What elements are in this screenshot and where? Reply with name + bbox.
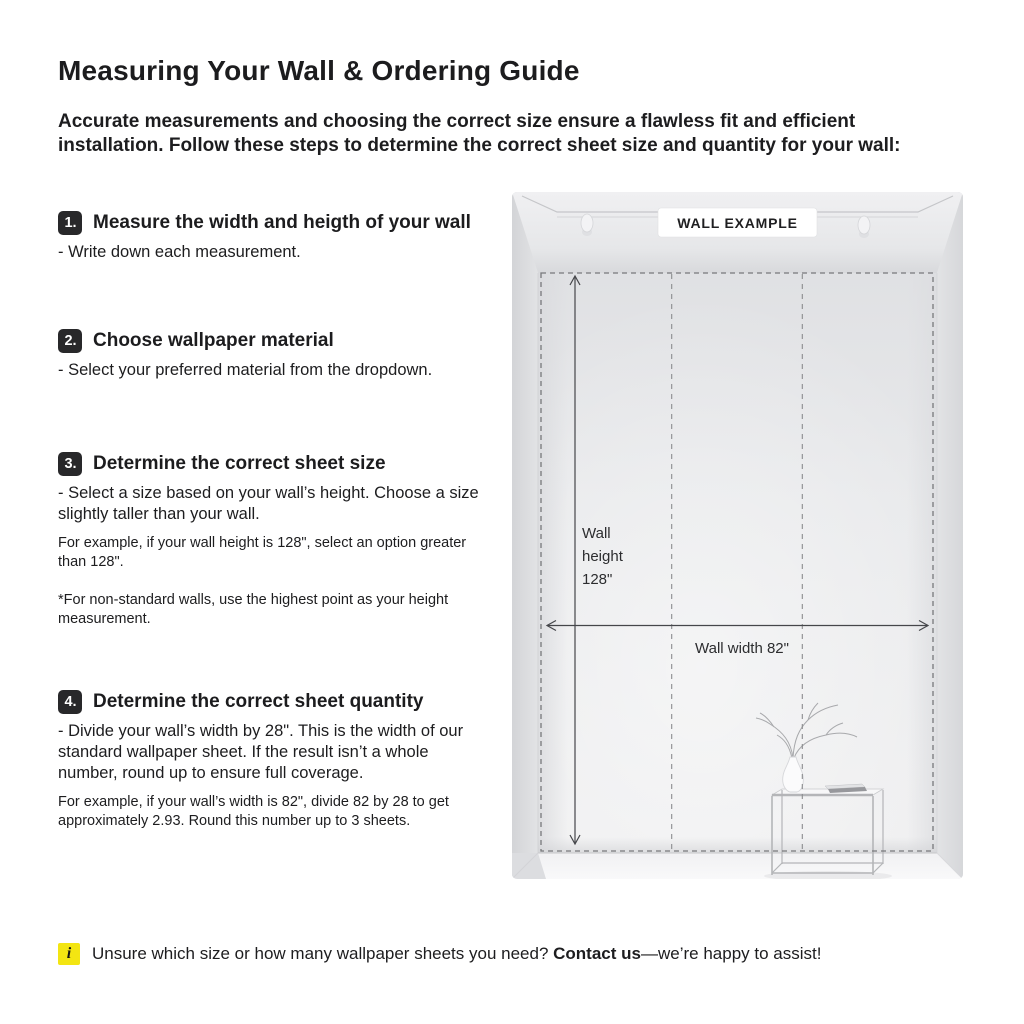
steps-column (58, 192, 512, 879)
assist-footer (58, 943, 966, 965)
floor (512, 853, 963, 879)
wall-highlight (512, 273, 963, 853)
step-4-instruction: - Divide your wall’s width by 28". This is the width of our standard wallpaper sheet. If the result isn’t a whole number, round up to ensure full coverage. (58, 722, 464, 782)
step-3-instruction: - Select a size based on your wall’s height. Choose a size slightly taller than your wall. (58, 484, 479, 523)
left-corner-shade (538, 273, 568, 853)
step-3 (58, 452, 482, 628)
wall-height-label: Wall height 128" (582, 525, 623, 588)
assist-text (92, 943, 821, 965)
wall-example-photo (512, 192, 963, 879)
left-side-wall (512, 192, 538, 879)
step-2-heading: Choose wallpaper material (93, 330, 334, 351)
intro-text: Accurate measurements and choosing the correct size ensure a flawless fit and efficient installation. Follow these steps to determine the correct sheet size and quantity for your wall: (58, 111, 901, 156)
info-icon: i (58, 943, 80, 965)
step-4-heading: Determine the correct sheet quantity (93, 691, 424, 712)
step-3-asterisk-note: *For non-standard walls, use the highest point as your height measurement. (58, 592, 449, 627)
step-1-head (58, 211, 482, 235)
right-side-wall (937, 192, 963, 879)
step-4-head (58, 690, 482, 714)
step-2-instruction: - Select your preferred material from the dropdown. (58, 361, 433, 379)
step-3-number-badge: 3. (58, 452, 82, 476)
wall-example-badge-label: WALL EXAMPLE (677, 215, 798, 231)
step-4-number-badge: 4. (58, 690, 82, 714)
page-title: Measuring Your Wall & Ordering Guide (58, 55, 580, 86)
wall-example-illustration (512, 192, 963, 879)
content-row (58, 192, 966, 879)
step-1 (58, 211, 482, 263)
step-1-instruction: - Write down each measurement. (58, 243, 301, 261)
step-2 (58, 329, 482, 381)
wall-example-badge (658, 208, 817, 237)
step-2-number-badge: 2. (58, 329, 82, 353)
spotlight-right (858, 216, 870, 238)
wall-width-label: Wall width 82" (695, 640, 789, 657)
step-4 (58, 690, 482, 830)
assist-text-before: Unsure which size or how many wallpaper sheets you need? (92, 944, 554, 963)
spotlight-left (581, 214, 593, 236)
step-4-example-note: For example, if your wall’s width is 82", divide 82 by 28 to get approximately 2.93. Round this number up to 3 sheets. (58, 794, 449, 829)
assist-text-after: —we’re happy to assist! (640, 944, 822, 963)
step-3-heading: Determine the correct sheet size (93, 453, 386, 474)
step-3-example-note: For example, if your wall height is 128", select an option greater than 128". (58, 535, 467, 570)
step-1-heading: Measure the width and heigth of your wall (93, 212, 471, 233)
step-2-head (58, 329, 482, 353)
contact-us-link[interactable]: Contact us (553, 944, 641, 963)
step-3-head (58, 452, 482, 476)
step-1-number-badge: 1. (58, 211, 82, 235)
